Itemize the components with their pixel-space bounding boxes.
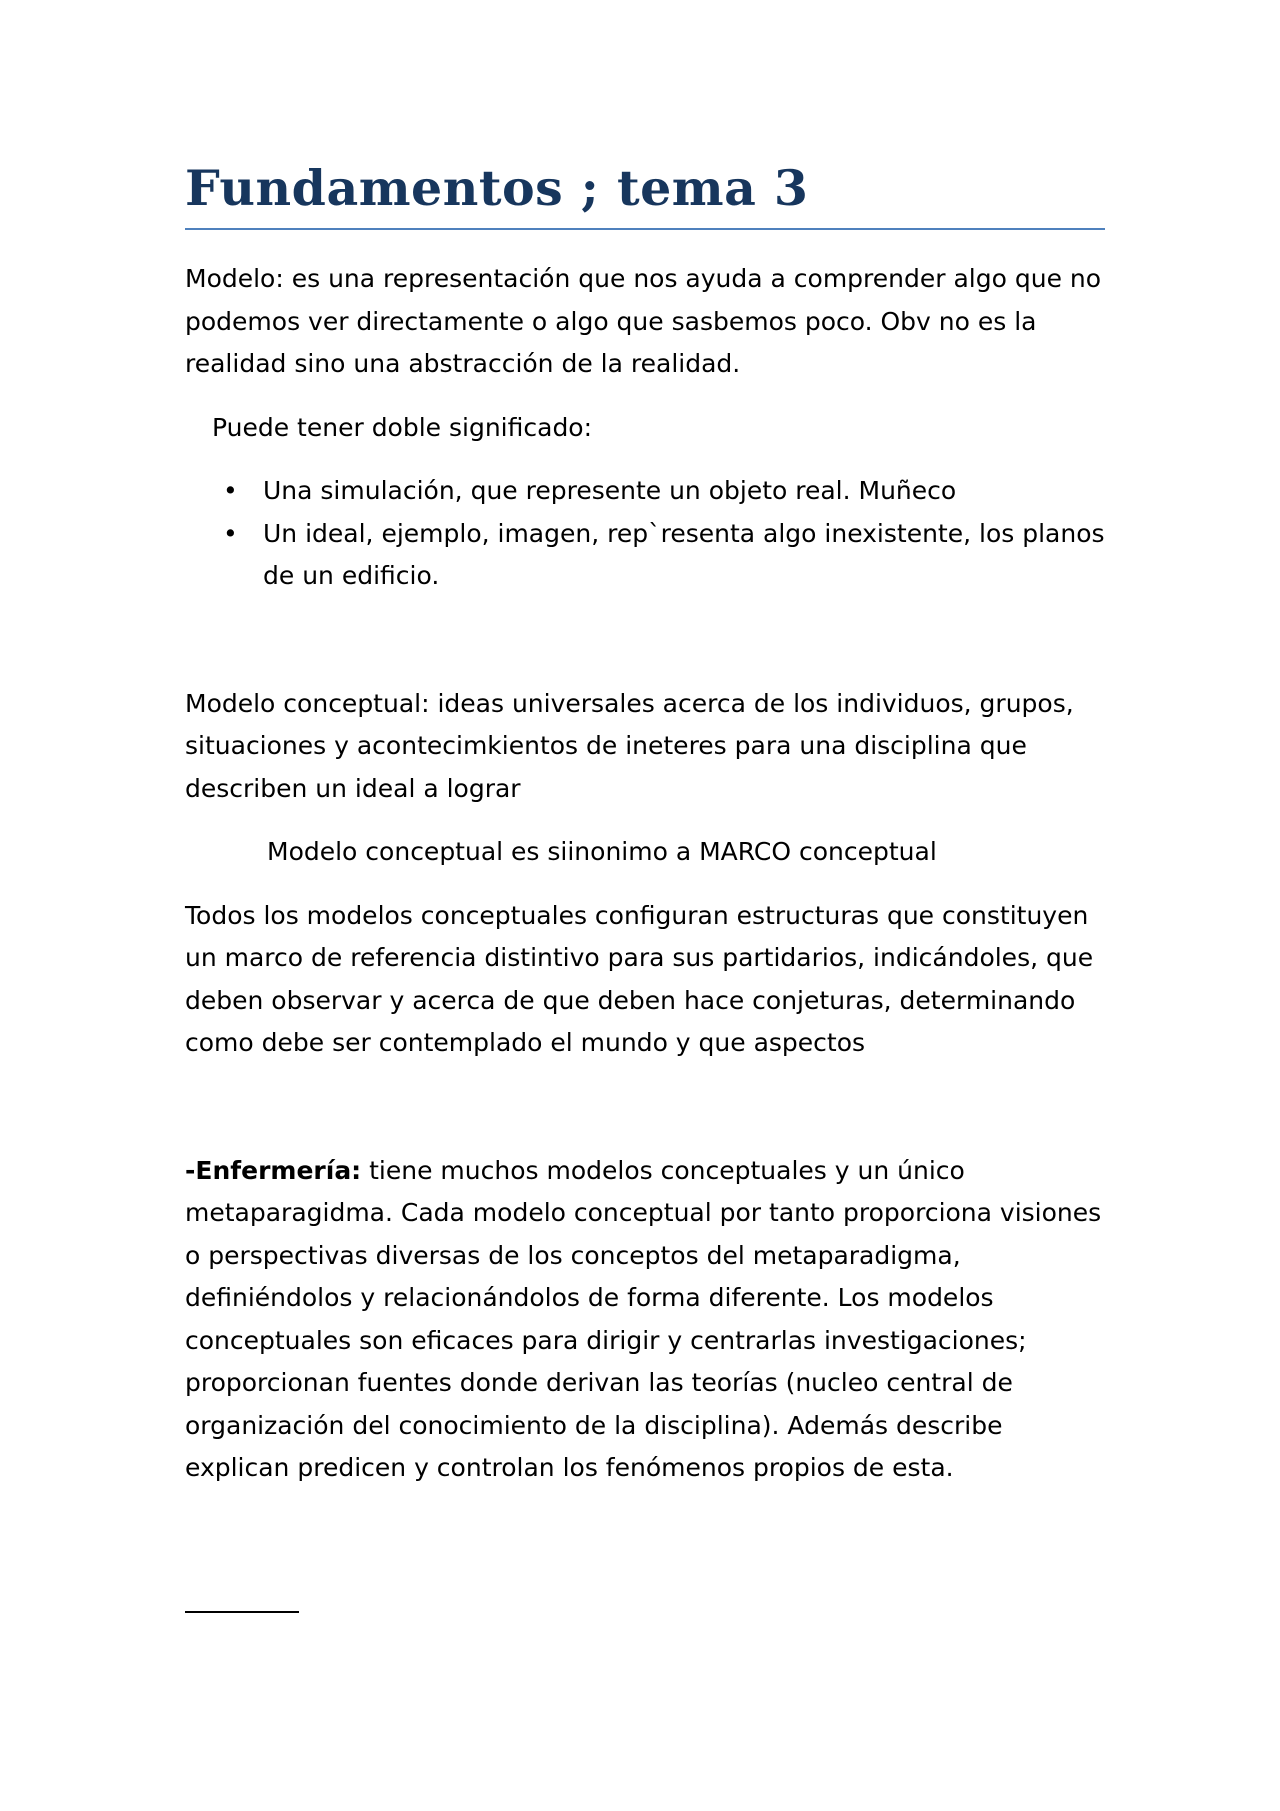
list-item-text: Un ideal, ejemplo, imagen, rep`resenta algo inexistente, los planos de un edificio. (263, 518, 1105, 590)
paragraph-doble-significado: Puede tener doble significado: (212, 412, 593, 442)
list-item (185, 470, 1105, 513)
enfermeria-label: -Enfermería: (185, 1155, 362, 1185)
bullet-icon: • (223, 518, 238, 548)
document-title: Fundamentos ; tema 3 (185, 152, 1105, 230)
paragraph-todos-los-modelos: Todos los modelos conceptuales configuran estructuras que constituyen un marco de referencia distintivo para sus partidarios, indicándoles, que deben observar y acerca de que deben hace conjeturas, determinando como debe ser contemplado el mundo y que aspectos (185, 900, 1094, 1057)
list-item-text: Una simulación, que represente un objeto real. Muñeco (263, 476, 957, 505)
bullet-list (185, 470, 1105, 598)
paragraph-modelo-conceptual: Modelo conceptual: ideas universales acerca de los individuos, grupos, situaciones y acontecimkientos de ineteres para una disciplina que describen un ideal a lograr (185, 688, 1074, 803)
bullet-icon: • (223, 476, 238, 505)
document-body (185, 152, 1105, 1490)
enfermeria-text: tiene muchos modelos conceptuales y un único metaparagidma. Cada modelo conceptual por tanto proporciona visiones o perspectivas diversas de los conceptos del metaparadigma, definiéndolos y relacionándolos de forma diferente. Los modelos conceptuales son eficaces para dirigir y centrarlas investigaciones; proporcionan fuentes donde derivan las teorías (nucleo central de organización del conocimiento de la disciplina). Además describe explican predicen y controlan los fenómenos propios de esta. (185, 1155, 1102, 1482)
paragraph-modelo: Modelo: es una representación que nos ayuda a comprender algo que no podemos ver directamente o algo que sasbemos poco. Obv no es la realidad sino una abstracción de la realidad. (185, 264, 1102, 378)
footnote-separator (185, 1611, 299, 1613)
paragraph-marco-conceptual: Modelo conceptual es siinonimo a MARCO conceptual (267, 837, 937, 866)
paragraph-enfermeria (185, 1150, 1105, 1490)
list-item (185, 513, 1105, 598)
